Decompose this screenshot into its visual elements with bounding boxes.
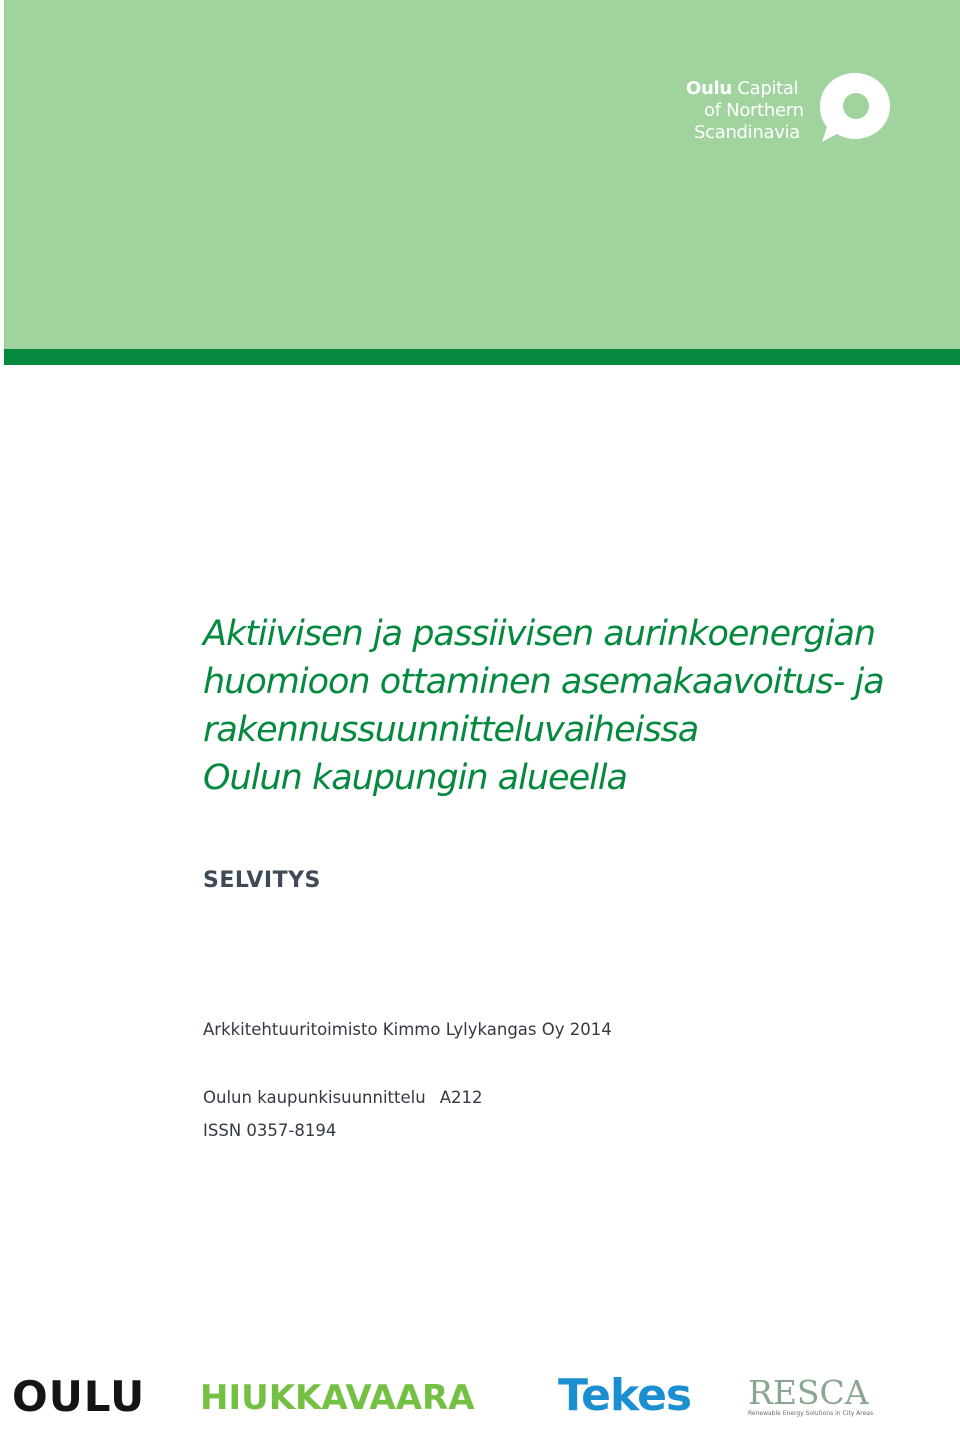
brand-slogan bbox=[686, 78, 804, 144]
title-line: huomioon ottaminen asemakaavoitus- ja bbox=[203, 662, 884, 702]
title-line: rakennussuunnitteluvaiheissa bbox=[203, 710, 699, 750]
author-line: Arkkitehtuuritoimisto Kimmo Lylykangas Oy 2014 bbox=[203, 1020, 612, 1039]
brand-name: Oulu bbox=[686, 78, 732, 99]
resca-tagline: Renewable Energy Solutions in City Areas bbox=[748, 1410, 874, 1417]
series-name: Oulun kaupunkisuunnittelu bbox=[203, 1088, 426, 1107]
series-number: A212 bbox=[439, 1088, 483, 1107]
tekes-logo: Tekes bbox=[558, 1370, 692, 1421]
resca-name: RESCA bbox=[748, 1373, 869, 1412]
brand-line3: Scandinavia bbox=[694, 122, 801, 143]
brand-line2: of Northern bbox=[704, 100, 804, 121]
series-line bbox=[203, 1088, 482, 1107]
oulu-brand-logo bbox=[686, 70, 896, 146]
title-line: Oulun kaupungin alueella bbox=[203, 758, 627, 798]
title-line: Aktiivisen ja passiivisen aurinkoenergian bbox=[203, 614, 876, 654]
oulu-logo: OULU bbox=[12, 1372, 146, 1421]
header-band bbox=[4, 0, 960, 349]
header-rule bbox=[4, 349, 960, 365]
resca-logo bbox=[748, 1373, 888, 1420]
report-title bbox=[203, 610, 943, 802]
document-type: SELVITYS bbox=[203, 868, 321, 893]
hiukkavaara-logo: HIUKKAVAARA bbox=[200, 1378, 475, 1418]
issn-line: ISSN 0357-8194 bbox=[203, 1121, 337, 1140]
speech-bubble-icon bbox=[816, 70, 894, 146]
brand-line1: Capital bbox=[737, 78, 799, 99]
